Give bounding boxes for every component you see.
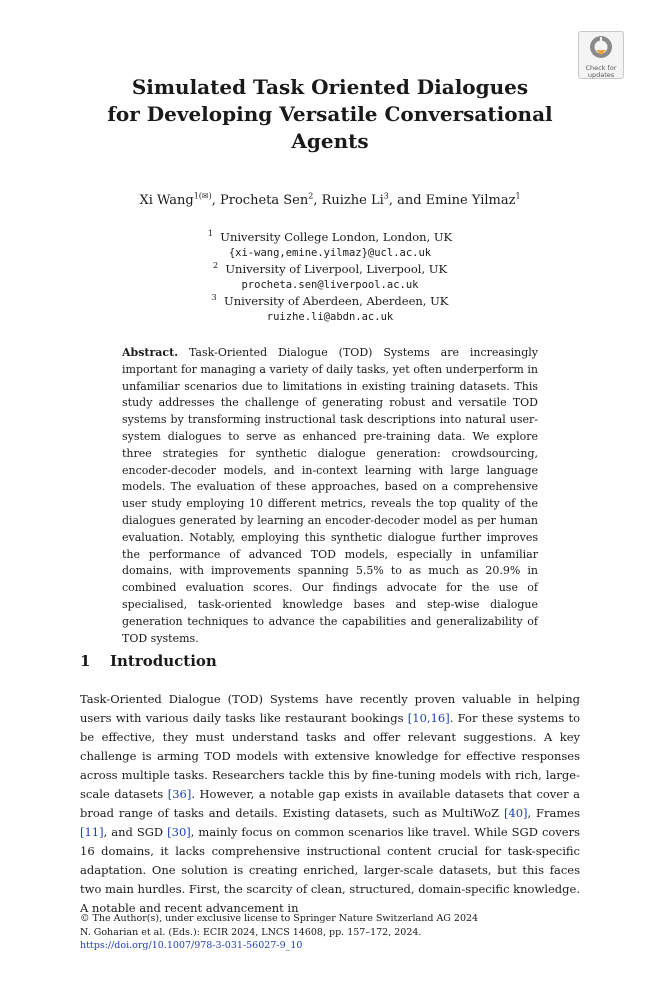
author-affil-mark: 1 [515, 191, 521, 201]
abstract-label: Abstract. [122, 346, 179, 359]
title-line: Agents [291, 129, 369, 153]
author-affil-mark: 3 [383, 191, 389, 201]
affiliation-name: University College London, London, UK [220, 230, 453, 244]
affiliations [60, 229, 600, 325]
intro-text: . For these systems to be effective, they must understand tasks and offer relevant suggestions. A key challenge is arming TOD models with extensive knowledge for effective responses across multiple tasks. Researchers tackle this by fine-tuning models with rich, large-scale datasets [80, 711, 581, 801]
copyright-footnote [80, 912, 590, 953]
author-separator: , [313, 193, 322, 208]
check-updates-icon [589, 35, 613, 59]
section-number: 1 [80, 652, 91, 670]
author-name: Xi Wang [139, 193, 194, 208]
affiliation [60, 261, 600, 277]
citation-link[interactable]: [10,16] [407, 711, 450, 725]
affiliation-email[interactable]: {xi-wang,emine.yilmaz}@ucl.ac.uk [228, 247, 432, 259]
intro-text: , Frames [527, 806, 580, 820]
affiliation [60, 229, 600, 245]
affiliation-email[interactable]: ruizhe.li@abdn.ac.uk [266, 311, 394, 323]
author-name: Procheta Sen [220, 193, 309, 208]
affiliation-email[interactable]: procheta.sen@liverpool.ac.uk [241, 279, 419, 291]
title-line: Simulated Task Oriented Dialogues [131, 75, 529, 99]
intro-text: . However, a notable gap exists in available datasets that cover a broad range of tasks and details. Existing datasets, such as MultiWoZ [80, 787, 581, 820]
author-separator: , and [388, 193, 426, 208]
author-separator: , [211, 193, 220, 208]
abstract [122, 345, 538, 647]
doi-link[interactable]: https://doi.org/10.1007/978-3-031-56027-9_10 [80, 940, 303, 951]
author-name: Ruizhe Li [321, 193, 384, 208]
proceedings-line: N. Goharian et al. (Eds.): ECIR 2024, LNCS 14608, pp. 157–172, 2024. [80, 926, 422, 938]
introduction-paragraph [80, 690, 580, 918]
section-heading [80, 652, 217, 670]
author-affil-mark: 1(✉) [193, 191, 212, 201]
citation-link[interactable]: [11] [80, 825, 104, 839]
author-affil-mark: 2 [308, 191, 314, 201]
citation-link[interactable]: [36] [167, 787, 192, 801]
affiliation-number: 1 [207, 229, 213, 239]
intro-text: , mainly focus on common scenarios like travel. While SGD covers 16 domains, it lacks comprehensive instructional content crucial for task-specific adaptation. One solution is creating enriched, larger-scale datasets, but this faces two main hurdles. First, the scarcity of clean, structured, domain-specific knowledge. A notable and recent advancement in [80, 825, 581, 915]
badge-line-2: updates [587, 71, 615, 79]
affiliation-number: 3 [211, 293, 217, 303]
affiliation-name: University of Liverpool, Liverpool, UK [225, 262, 448, 276]
copyright-line: © The Author(s), under exclusive license to Springer Nature Switzerland AG 2024 [80, 913, 479, 924]
citation-link[interactable]: [30] [167, 825, 191, 839]
author-name: Emine Yilmaz [425, 193, 516, 208]
intro-text: , and SGD [103, 825, 168, 839]
abstract-text: Task-Oriented Dialogue (TOD) Systems are increasingly important for managing a variety of daily tasks, yet often underperform in unfamiliar scenarios due to limitations in existing training datasets. This study addresses the challenge of generating robust and versatile TOD systems by transforming instructional task descriptions into natural user-system dialogues to serve as enhanced pre-training data. We explore three strategies for synthetic dialogue generation: crowdsourcing, encoder-decoder models, and in-context learning with large language models. The evaluation of these approaches, based on a comprehensive user study employing 10 different metrics, reveals the top quality of the dialogues generated by learning an encoder-decoder model as per human evaluation. Notably, employing this synthetic dialogue further improves the performance of advanced TOD models, especially in unfamiliar domains, with improvements spanning 5.5% to as much as 20.9% in combined evaluation scores. Our findings advocate for the use of specialised, task-oriented knowledge bases and step-wise dialogue generation techniques to advance the capabilities and generalizability of TOD systems. [122, 346, 538, 645]
intro-text: Task-Oriented Dialogue (TOD) Systems have recently proven valuable in helping users with various daily tasks like restaurant bookings [80, 692, 580, 725]
author-list [60, 192, 600, 210]
check-for-updates-badge[interactable] [578, 31, 624, 79]
section-title: Introduction [110, 652, 217, 670]
title-line: for Developing Versatile Conversational [107, 102, 553, 126]
badge-line-1: Check for [585, 64, 617, 72]
affiliation [60, 293, 600, 309]
affiliation-number: 2 [212, 261, 219, 271]
paper-title [60, 74, 600, 155]
affiliation-name: University of Aberdeen, Aberdeen, UK [224, 294, 449, 308]
citation-link[interactable]: [40] [503, 806, 528, 820]
